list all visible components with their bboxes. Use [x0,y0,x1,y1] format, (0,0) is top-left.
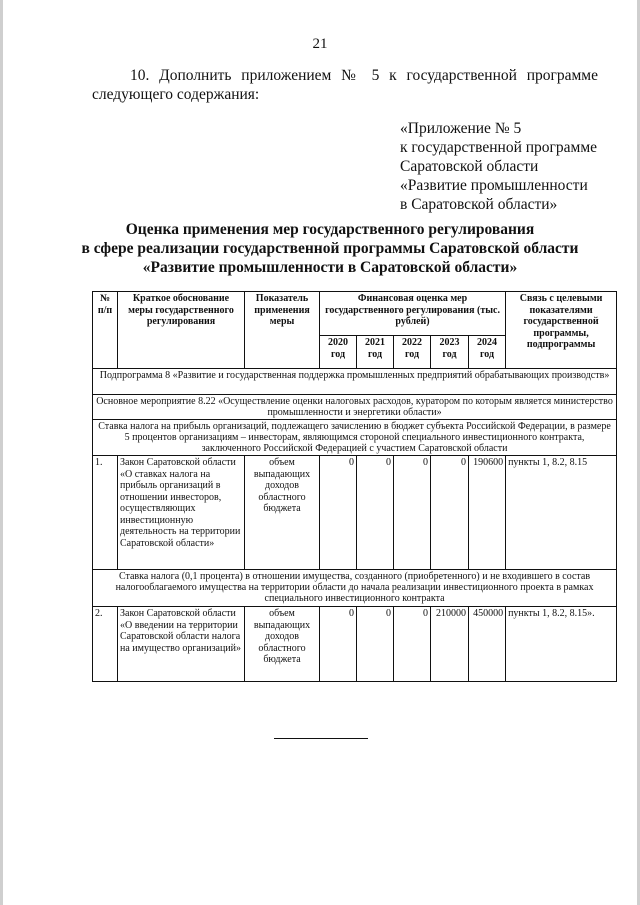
section-heading: Ставка налога на прибыль организаций, подлежащего зачислению в бюджет субъекта Российской Федерации, в размере 5 процентов организациям – инвесторам, являющимся стороной специального инвестиционного контракта, заключенного Российской Федерацией с участием Саратовской области [93,420,617,456]
appendix-block [400,119,620,214]
row-value-2022: 0 [394,456,431,570]
main-event-row [93,395,617,420]
section-heading-row [93,570,617,607]
row-value-2020: 0 [320,456,357,570]
header-justification: Краткое обоснование меры государственного регулирования [118,292,245,369]
appendix-line: Саратовской области [400,158,539,175]
row-value-2021: 0 [357,607,394,682]
row-indicator: объем выпадающих доходов областного бюджета [245,456,320,570]
title-line: «Развитие промышленности в Саратовской области» [142,259,518,276]
row-value-2022: 0 [394,607,431,682]
document-title [80,220,580,277]
intro-line-2: следующего содержания: [92,86,260,103]
header-link: Связь с целевыми показателями государственной программы, подпрограммы [506,292,617,369]
table-row [93,607,617,682]
row-link: пункты 1, 8.2, 8.15». [506,607,617,682]
title-line: в сфере реализации государственной программы Саратовской области [81,240,579,257]
row-num: 2. [93,607,118,682]
table-row [93,456,617,570]
row-value-2023: 0 [431,456,469,570]
row-value-2021: 0 [357,456,394,570]
header-num: № п/п [93,292,118,369]
regulation-table [92,291,617,682]
row-num: 1. [93,456,118,570]
scan-edge-left [0,0,3,905]
year-2024: 2024 год [469,336,506,369]
header-row [93,292,617,336]
section-heading: Ставка налога (0,1 процента) в отношении имущества, созданного (приобретенного) и не входившего в состав налогооблагаемого имущества на территории области до начала реализации инвестиционного проекта в рамках специального инвестиционного контракта [93,570,617,607]
appendix-line: «Приложение № 5 [400,120,522,137]
year-2021: 2021 год [357,336,394,369]
subprogram-row [93,369,617,395]
row-value-2023: 210000 [431,607,469,682]
row-link: пункты 1, 8.2, 8.15 [506,456,617,570]
closing-rule [274,738,368,739]
section-heading-row [93,420,617,456]
row-value-2024: 190600 [469,456,506,570]
row-justification: Закон Саратовской области «О введении на территории Саратовской области налога на имущество организаций» [118,607,245,682]
appendix-line: «Развитие промышленности [400,177,588,194]
appendix-line: в Саратовской области» [400,196,558,213]
header-financial: Финансовая оценка мер государственного регулирования (тыс. рублей) [320,292,506,336]
year-2023: 2023 год [431,336,469,369]
intro-paragraph [92,66,598,104]
row-value-2024: 450000 [469,607,506,682]
row-indicator: объем выпадающих доходов областного бюджета [245,607,320,682]
year-2022: 2022 год [394,336,431,369]
intro-line-1: 10. Дополнить приложением № 5 к государственной программе [130,67,598,84]
row-justification: Закон Саратовской области «О ставках налога на прибыль организаций в отношении инвесторов, осуществляющих инвестиционную деятельность на территории Саратовской области» [118,456,245,570]
appendix-line: к государственной программе [400,139,598,156]
title-line: Оценка применения мер государственного регулирования [125,221,535,238]
header-indicator: Показатель применения меры [245,292,320,369]
subprogram-cell: Подпрограмма 8 «Развитие и государственная поддержка промышленных предприятий обрабатывающих производств» [93,369,617,395]
page-number: 21 [312,36,328,52]
year-2020: 2020 год [320,336,357,369]
main-event-cell: Основное мероприятие 8.22 «Осуществление оценки налоговых расходов, куратором по которым является министерство промышленности и энергетики области» [93,395,617,420]
row-value-2020: 0 [320,607,357,682]
